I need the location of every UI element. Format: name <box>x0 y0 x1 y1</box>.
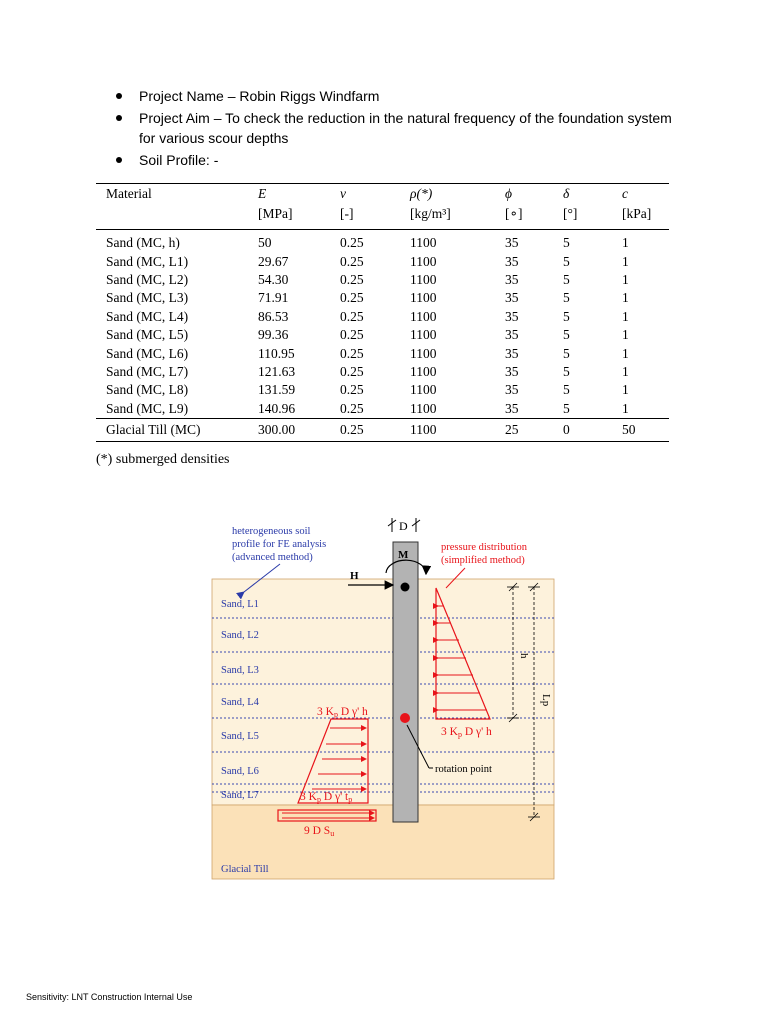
table-cell: 1100 <box>410 418 505 441</box>
table-row-glacial-till <box>96 418 669 441</box>
table-cell: 0.25 <box>340 418 410 441</box>
table-cell: Sand (MC, L9) <box>106 400 189 416</box>
table-cell: 5 <box>563 400 570 416</box>
lp-dimension-label: Lp <box>540 694 552 707</box>
header-nu-sym: ν <box>340 186 346 201</box>
bullet-project-aim <box>112 108 672 148</box>
header-phi <box>505 184 563 205</box>
d-label: D <box>399 519 408 533</box>
table-cell: 54.30 <box>258 271 289 287</box>
table-cell: 0.25 <box>340 345 364 361</box>
bullet-text: Project Aim – To check the reduction in the natural frequency of the foundation system for various scour depths <box>139 110 672 146</box>
header-c-sym: c <box>622 186 628 201</box>
layer-label-l2: Sand, L2 <box>221 630 259 641</box>
pile-diagram <box>200 512 570 887</box>
table-cell: 99.36 <box>258 327 289 343</box>
table-row <box>96 381 669 399</box>
header-E <box>258 184 340 205</box>
header-nu <box>340 184 410 205</box>
h-dimension-label: h <box>518 653 530 659</box>
table-cell: 5 <box>563 290 570 306</box>
table-cell: 1100 <box>410 290 437 306</box>
unit-material <box>96 204 258 230</box>
table-cell: 35 <box>505 382 519 398</box>
table-cell: 1100 <box>410 400 437 416</box>
sand-region <box>212 579 554 805</box>
unit-phi: [∘] <box>505 204 563 230</box>
table-cell: 5 <box>563 363 570 379</box>
table-cell: 1 <box>622 271 629 287</box>
layer-label-l6: Sand, L6 <box>221 766 259 777</box>
note-left-line1: heterogeneous soil <box>232 526 311 537</box>
m-label: M <box>398 549 409 561</box>
bullet-text: Soil Profile: - <box>139 152 219 168</box>
unit-delta: [°] <box>563 204 622 230</box>
table-cell: 5 <box>563 382 570 398</box>
table-cell: 0 <box>563 418 622 441</box>
table-row <box>96 326 669 344</box>
sensitivity-label: Sensitivity: LNT Construction Internal Use <box>26 992 193 1002</box>
table-cell: 5 <box>563 327 570 343</box>
table-cell: 1100 <box>410 382 437 398</box>
table-cell: 35 <box>505 253 519 269</box>
table-cell: 5 <box>563 308 570 324</box>
table-cell: 1100 <box>410 235 437 251</box>
table-footnote: (*) submerged densities <box>96 452 230 467</box>
header-material: Material <box>106 186 152 201</box>
rotation-point <box>400 713 410 723</box>
table-row <box>96 363 669 381</box>
header-rho <box>410 184 505 205</box>
table-cell: 1100 <box>410 345 437 361</box>
bullet-dot-icon <box>116 115 122 121</box>
table-cell: 1 <box>622 345 629 361</box>
table-cell: 1 <box>622 308 629 324</box>
table-cell: 0.25 <box>340 271 364 287</box>
table-cell: 1 <box>622 400 629 416</box>
table-header-symbols <box>96 184 669 205</box>
unit-rho: [kg/m³] <box>410 204 505 230</box>
note-left-line2: profile for FE analysis <box>232 539 327 550</box>
table-cell: 86.53 <box>258 308 289 324</box>
eq-top-left-label: 3 Kp D γ' h <box>317 706 368 719</box>
table-cell: 1 <box>622 290 629 306</box>
table-cell: 1100 <box>410 363 437 379</box>
unit-c: [kPa] <box>622 204 669 230</box>
table-cell: 1100 <box>410 308 437 324</box>
table-cell: 25 <box>505 418 563 441</box>
table-cell: Sand (MC, L2) <box>106 271 189 287</box>
top-node <box>401 583 410 592</box>
bullet-dot-icon <box>116 157 122 163</box>
table-row <box>96 252 669 270</box>
table-cell: 0.25 <box>340 235 364 251</box>
table-row <box>96 230 669 253</box>
table-cell: Sand (MC, L6) <box>106 345 189 361</box>
table-cell: 1 <box>622 253 629 269</box>
eq-right-label: 3 Kp D γ' h <box>441 726 492 739</box>
table-cell: 1 <box>622 235 629 251</box>
table-cell: Sand (MC, h) <box>106 235 180 251</box>
table-cell: 35 <box>505 290 519 306</box>
layer-label-l5: Sand, L5 <box>221 731 259 742</box>
table-cell: 35 <box>505 327 519 343</box>
layer-label-l3: Sand, L3 <box>221 665 259 676</box>
table-row <box>96 308 669 326</box>
unit-E: [MPa] <box>258 204 340 230</box>
rotation-label: rotation point <box>435 764 492 775</box>
header-E-sym: E <box>258 186 267 201</box>
header-delta <box>563 184 622 205</box>
table-cell: 0.25 <box>340 308 364 324</box>
note-right-line2: (simplified method) <box>441 555 525 566</box>
table-cell: 1100 <box>410 271 437 287</box>
table-row <box>96 344 669 362</box>
table-row <box>96 400 669 419</box>
header-delta-sym: δ <box>563 186 570 201</box>
table-cell: 35 <box>505 235 519 251</box>
table-cell: 121.63 <box>258 363 296 379</box>
table-cell: 71.91 <box>258 290 289 306</box>
table-cell: 50 <box>258 235 272 251</box>
table-cell: 0.25 <box>340 400 364 416</box>
till-label: Glacial Till <box>221 864 269 875</box>
table-cell: 35 <box>505 345 519 361</box>
bullet-list <box>112 86 672 172</box>
h-force-label: H <box>350 570 359 582</box>
table-row <box>96 289 669 307</box>
table-cell: 50 <box>622 418 669 441</box>
table-cell: 1100 <box>410 327 437 343</box>
eq-bottom-left-label: 3 Kp D γ' tp <box>300 791 353 804</box>
soil-parameters-table <box>96 183 669 442</box>
unit-nu: [-] <box>340 204 410 230</box>
layer-label-l4: Sand, L4 <box>221 697 259 708</box>
table-cell: 0.25 <box>340 382 364 398</box>
table-cell: 29.67 <box>258 253 289 269</box>
table-cell: Sand (MC, L3) <box>106 290 189 306</box>
note-left-line3: (advanced method) <box>232 552 313 563</box>
layer-label-l7: Sand, L7 <box>221 790 259 801</box>
table-cell: Sand (MC, L8) <box>106 382 189 398</box>
table-cell: 5 <box>563 271 570 287</box>
table-cell: 35 <box>505 363 519 379</box>
bullet-text: Project Name – Robin Riggs Windfarm <box>139 88 380 104</box>
bullet-soil-profile <box>112 150 672 170</box>
table-cell: 110.95 <box>258 345 295 361</box>
table-row <box>96 271 669 289</box>
table-cell: 1 <box>622 363 629 379</box>
table-cell: Sand (MC, L1) <box>106 253 189 269</box>
table-cell: 5 <box>563 345 570 361</box>
table-cell: 300.00 <box>258 418 340 441</box>
table-cell: 1100 <box>410 253 437 269</box>
table-cell: Sand (MC, L5) <box>106 327 189 343</box>
table-cell: 5 <box>563 253 570 269</box>
header-phi-sym: ϕ <box>505 186 512 201</box>
nine-d-su-label: 9 D Su <box>304 825 335 838</box>
table-cell: Sand (MC, L7) <box>106 363 189 379</box>
table-cell: 5 <box>563 235 570 251</box>
note-right-line1: pressure distribution <box>441 542 528 553</box>
table-cell: 1 <box>622 382 629 398</box>
table-cell: 0.25 <box>340 290 364 306</box>
table-cell: Sand (MC, L4) <box>106 308 189 324</box>
table-cell: 0.25 <box>340 253 364 269</box>
table-cell: Glacial Till (MC) <box>96 418 258 441</box>
header-rho-sym: ρ(*) <box>410 186 433 201</box>
table-cell: 35 <box>505 400 519 416</box>
table-cell: 1 <box>622 327 629 343</box>
table-cell: 35 <box>505 308 519 324</box>
table-cell: 35 <box>505 271 519 287</box>
layer-label-l1: Sand, L1 <box>221 599 259 610</box>
bullet-project-name <box>112 86 672 106</box>
header-c <box>622 184 669 205</box>
table-cell: 140.96 <box>258 400 296 416</box>
table-cell: 0.25 <box>340 363 364 379</box>
table-cell: 0.25 <box>340 327 364 343</box>
table-header-units <box>96 204 669 230</box>
table-cell: 131.59 <box>258 382 296 398</box>
bullet-dot-icon <box>116 93 122 99</box>
